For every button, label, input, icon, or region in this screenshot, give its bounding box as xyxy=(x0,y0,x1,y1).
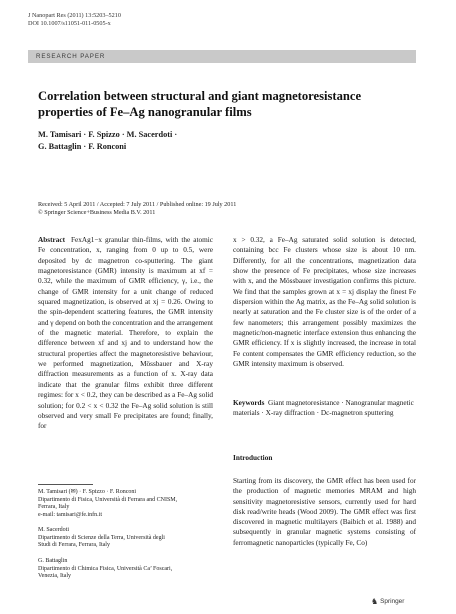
affiliation-line: Studi di Ferrara, Ferrara, Italy xyxy=(38,542,110,549)
publisher-name: Springer xyxy=(380,598,405,605)
affiliation-email: e-mail: tamisari@fe.infn.it xyxy=(38,511,103,518)
keywords-block xyxy=(233,398,416,419)
journal-line-1: J Nanopart Res (2011) 13:5203–5210 xyxy=(28,12,121,19)
introduction-text: Starting from its discovery, the GMR effect has been used for the production of magnetic memories MRAM and high sensitivity magnetoresistive sensors, currently used for hard disk read/write heads (Wood 2009). The GMR effect was first discovered in magnetic multilayers (Baibich et al. 1988) and subsequently in granular magnetic systems consisting of ferromagnetic nanoparticles (typically Fe, Co) xyxy=(233,477,416,547)
affiliation-line: Dipartimento di Scienze della Terra, Università degli xyxy=(38,534,165,541)
dates-line: Received: 5 April 2011 / Accepted: 7 July 2011 / Published online: 19 July 2011 xyxy=(38,201,237,208)
abstract-left-column xyxy=(38,235,213,432)
article-type-label: RESEARCH PAPER xyxy=(36,53,106,60)
author-line-2: G. Battaglin · F. Ronconi xyxy=(38,142,127,151)
springer-horse-icon: ♞ xyxy=(371,597,379,606)
footnote-rule xyxy=(38,484,93,485)
author-line-1: M. Tamisari · F. Spizzo · M. Sacerdoti · xyxy=(38,130,178,139)
affiliation-line: Venezia, Italy xyxy=(38,573,71,580)
publication-dates xyxy=(38,201,358,217)
affiliation-line: M. Sacerdoti xyxy=(38,527,69,533)
affiliation-line: Dipartimento di Fisica, Università di Ferrara and CNISM, xyxy=(38,496,178,503)
affiliation-tamisari xyxy=(38,489,218,519)
journal-citation xyxy=(28,12,121,28)
affiliation-line: Dipartimento di Chimica Fisica, Università Ca’ Foscari, xyxy=(38,565,173,572)
affiliation-battaglin xyxy=(38,558,218,581)
keywords-text: Giant magnetoresistance · Nanogranular magnetic materials · X-ray diffraction · Dc-magnetron sputtering xyxy=(233,399,414,418)
paper-title: Correlation between structural and giant magnetoresistance properties of Fe–Ag nanogranular films xyxy=(38,89,362,119)
author-list xyxy=(38,129,338,153)
abstract-continued: x > 0.32, a Fe–Ag saturated solid solution is detected, containing bcc Fe clusters whose size is about 10 nm. Differently, for all the concentrations, magnetization data show the presence of Fe precipitates, whose size increases with x, and the Mössbauer investigation confirms this picture. We find that the samples grown at x = xj display the finest Fe dispersion within the Ag matrix, as the Fe–Ag solid solution is nearly at saturation and the Fe cluster size is of the order of a few nanometers; this arrangement possibly maximizes the magnetic/non-magnetic interface extension thus enhancing the GMR efficiency. If x is slightly increased, the increase in total Fe content compensates the GMR efficiency reduction, so the GMR intensity maximum is observed. xyxy=(233,236,416,369)
copyright-line: © Springer Science+Business Media B.V. 2011 xyxy=(38,209,156,217)
keywords-heading: Keywords xyxy=(233,399,265,407)
journal-doi: DOI 10.1007/s11051-011-0505-x xyxy=(28,20,111,27)
affiliation-line: M. Tamisari (✉) · F. Spizzo · F. Ronconi xyxy=(38,489,137,495)
article-type-banner xyxy=(28,50,416,63)
affiliation-sacerdoti xyxy=(38,527,218,550)
abstract-right-column xyxy=(233,235,416,369)
section-heading-introduction: Introduction xyxy=(233,454,273,462)
affiliation-line: Ferrara, Italy xyxy=(38,504,70,511)
abstract-text: FexAg1−x granular thin-films, with the atomic Fe concentration, x, ranging from 0 up to 0.5, were deposited by dc magnetron co-sputtering. The giant magnetoresistance (GMR) intensity is maximum at xf = 0.32, while the maximum of GMR efficiency, γ, i.e., the change of GMR intensity for a unit change of reduced squared magnetization, is observed at xj = 0.26. Owing to the spin-dependent scattering features, the GMR intensity and γ depend on both the concentration and the arrangement of the magnetic material. Therefore, to explain the difference between xf and xj and to understand how the structural properties affect the magnetoresistive behaviour, we performed magnetization, Mössbauer and X-ray diffraction measurements as a function of x. X-ray data indicate that the granular films exhibit three different regimes: for x < 0.2, they can be described as a Fe–Ag solid solution; for 0.2 < x < 0.32 the Fe–Ag solid solution is still observed and very small Fe precipitates are found; finally, for xyxy=(38,236,213,431)
publisher-logo xyxy=(371,597,404,606)
abstract-heading: Abstract xyxy=(38,236,65,244)
affiliation-line: G. Battaglin xyxy=(38,558,68,564)
